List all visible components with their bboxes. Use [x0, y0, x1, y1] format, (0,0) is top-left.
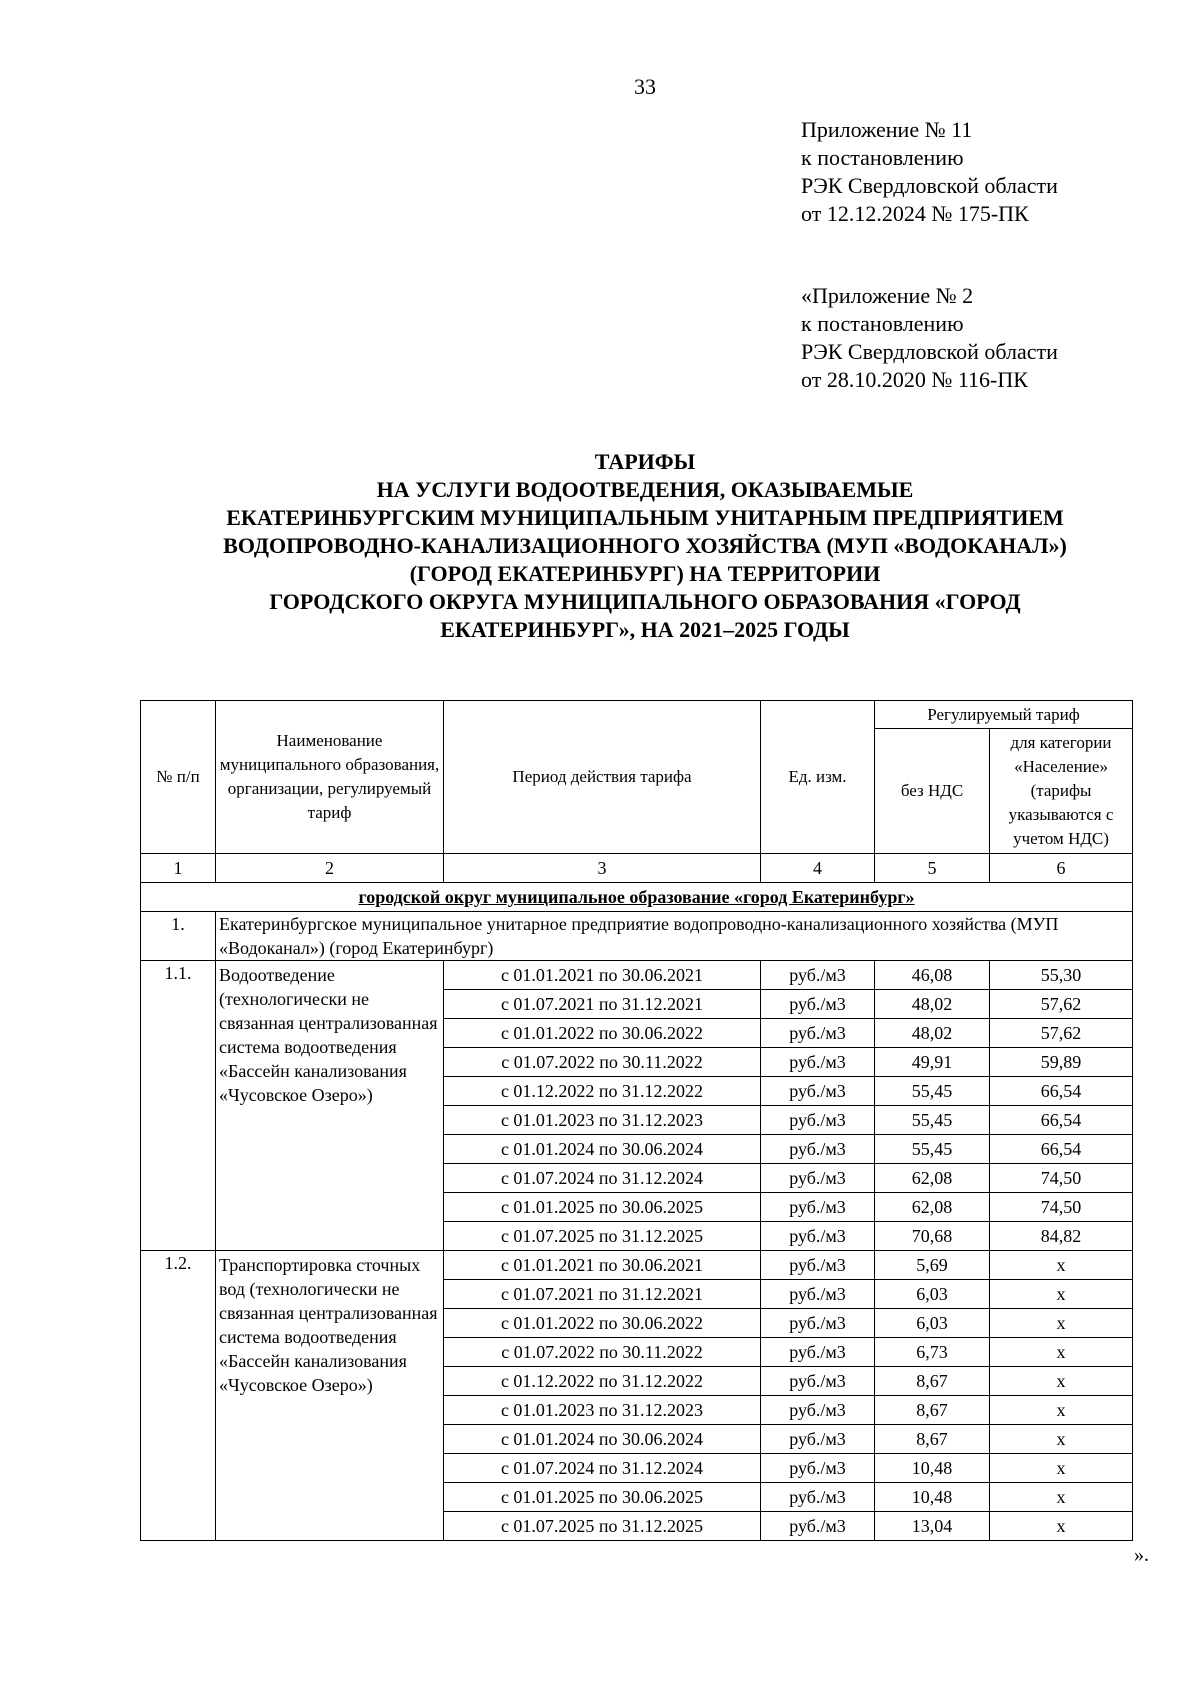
tariff-no-vat: 8,67: [875, 1396, 990, 1425]
tariff-population: х: [990, 1251, 1133, 1280]
tariff-no-vat: 49,91: [875, 1048, 990, 1077]
header-population: для категории «Население» (тарифы указываются с учетом НДС): [990, 729, 1133, 854]
title-line: (ГОРОД ЕКАТЕРИНБУРГ) НА ТЕРРИТОРИИ: [409, 561, 881, 586]
tariff-period: с 01.07.2021 по 31.12.2021: [444, 1280, 761, 1309]
tariff-no-vat: 55,45: [875, 1077, 990, 1106]
tariff-period: с 01.01.2023 по 31.12.2023: [444, 1396, 761, 1425]
tariff-no-vat: 46,08: [875, 961, 990, 990]
tariff-no-vat: 70,68: [875, 1222, 990, 1251]
tariff-period: с 01.07.2024 по 31.12.2024: [444, 1454, 761, 1483]
tariff-period: с 01.01.2021 по 30.06.2021: [444, 1251, 761, 1280]
column-number: 6: [990, 854, 1133, 883]
tariff-no-vat: 55,45: [875, 1106, 990, 1135]
tariff-unit: руб./м3: [761, 1077, 875, 1106]
header-period: Период действия тарифа: [444, 701, 761, 854]
group-name: Транспортировка сточных вод (технологически не связанная централизованная система водоотведения «Бассейн канализования «Чусовское Озеро»): [216, 1251, 444, 1541]
tariff-population: х: [990, 1309, 1133, 1338]
tariff-period: с 01.01.2022 по 30.06.2022: [444, 1019, 761, 1048]
appendix-line: от 28.10.2020 № 116-ПК: [801, 367, 1028, 392]
tariff-unit: руб./м3: [761, 1396, 875, 1425]
tariff-unit: руб./м3: [761, 1454, 875, 1483]
tariff-period: с 01.01.2025 по 30.06.2025: [444, 1483, 761, 1512]
tariff-population: 66,54: [990, 1106, 1133, 1135]
tariff-table: [140, 700, 1133, 1541]
tariff-unit: руб./м3: [761, 1483, 875, 1512]
tariff-unit: руб./м3: [761, 1106, 875, 1135]
tariff-population: х: [990, 1280, 1133, 1309]
header-num: № п/п: [141, 701, 216, 854]
appendix-11-header: [801, 116, 1058, 228]
tariff-period: с 01.07.2022 по 30.11.2022: [444, 1048, 761, 1077]
appendix-line: «Приложение № 2: [801, 283, 974, 308]
tariff-population: х: [990, 1396, 1133, 1425]
tariff-no-vat: 8,67: [875, 1367, 990, 1396]
tariff-population: 84,82: [990, 1222, 1133, 1251]
tariff-population: 74,50: [990, 1193, 1133, 1222]
tariff-unit: руб./м3: [761, 1135, 875, 1164]
page-number: 33: [634, 74, 656, 99]
tariff-period: с 01.01.2023 по 31.12.2023: [444, 1106, 761, 1135]
tariff-no-vat: 10,48: [875, 1454, 990, 1483]
header-no-vat: без НДС: [875, 729, 990, 854]
appendix-2-header: [801, 282, 1058, 394]
title-line: ЕКАТЕРИНБУРГ», НА 2021–2025 ГОДЫ: [440, 617, 850, 642]
tariff-population: 55,30: [990, 961, 1133, 990]
tariff-unit: руб./м3: [761, 1019, 875, 1048]
tariff-no-vat: 5,69: [875, 1251, 990, 1280]
column-number-row: [141, 854, 1133, 883]
tariff-population: 74,50: [990, 1164, 1133, 1193]
tariff-unit: руб./м3: [761, 1251, 875, 1280]
tariff-period: с 01.07.2024 по 31.12.2024: [444, 1164, 761, 1193]
tariff-period: с 01.07.2025 по 31.12.2025: [444, 1512, 761, 1541]
column-number: 2: [216, 854, 444, 883]
tariff-unit: руб./м3: [761, 1280, 875, 1309]
tariff-population: 66,54: [990, 1135, 1133, 1164]
header-tariff-group: Регулируемый тариф: [875, 701, 1133, 729]
appendix-line: РЭК Свердловской области: [801, 339, 1058, 364]
title-line: НА УСЛУГИ ВОДООТВЕДЕНИЯ, ОКАЗЫВАЕМЫЕ: [376, 477, 914, 502]
tariff-no-vat: 48,02: [875, 1019, 990, 1048]
tariff-population: 59,89: [990, 1048, 1133, 1077]
closing-quote-mark: ».: [1134, 1544, 1149, 1566]
tariff-population: х: [990, 1425, 1133, 1454]
tariff-population: х: [990, 1512, 1133, 1541]
tariff-population: х: [990, 1483, 1133, 1512]
tariff-period: с 01.07.2025 по 31.12.2025: [444, 1222, 761, 1251]
document-title: [140, 448, 1150, 644]
tariff-unit: руб./м3: [761, 961, 875, 990]
appendix-line: к постановлению: [801, 311, 964, 336]
column-number: 1: [141, 854, 216, 883]
tariff-row: [141, 1251, 1133, 1280]
tariff-population: х: [990, 1454, 1133, 1483]
organization-row: [141, 912, 1133, 961]
group-name: Водоотведение (технологически не связанная централизованная система водоотведения «Бассейн канализования «Чусовское Озеро»): [216, 961, 444, 1251]
tariff-unit: руб./м3: [761, 1425, 875, 1454]
tariff-unit: руб./м3: [761, 1309, 875, 1338]
title-line: ЕКАТЕРИНБУРГСКИМ МУНИЦИПАЛЬНЫМ УНИТАРНЫМ ПРЕДПРИЯТИЕМ: [226, 505, 1064, 530]
tariff-unit: руб./м3: [761, 1512, 875, 1541]
section-title: городской округ муниципальное образование «город Екатеринбург»: [141, 883, 1133, 912]
tariff-period: с 01.01.2024 по 30.06.2024: [444, 1425, 761, 1454]
tariff-row: [141, 961, 1133, 990]
tariff-unit: руб./м3: [761, 1193, 875, 1222]
column-number: 5: [875, 854, 990, 883]
tariff-period: с 01.07.2021 по 31.12.2021: [444, 990, 761, 1019]
group-number: 1.2.: [141, 1251, 216, 1541]
tariff-period: с 01.01.2022 по 30.06.2022: [444, 1309, 761, 1338]
tariff-population: 66,54: [990, 1077, 1133, 1106]
header-name: Наименование муниципального образования, организации, регулируемый тариф: [216, 701, 444, 854]
appendix-line: РЭК Свердловской области: [801, 173, 1058, 198]
header-row: [141, 701, 1133, 729]
tariff-population: 57,62: [990, 1019, 1133, 1048]
tariff-unit: руб./м3: [761, 1338, 875, 1367]
section-row: [141, 883, 1133, 912]
appendix-line: Приложение № 11: [801, 117, 973, 142]
tariff-no-vat: 8,67: [875, 1425, 990, 1454]
tariff-no-vat: 6,03: [875, 1280, 990, 1309]
tariff-unit: руб./м3: [761, 1164, 875, 1193]
tariff-period: с 01.01.2024 по 30.06.2024: [444, 1135, 761, 1164]
org-number: 1.: [141, 912, 216, 961]
tariff-unit: руб./м3: [761, 990, 875, 1019]
tariff-unit: руб./м3: [761, 1048, 875, 1077]
column-number: 4: [761, 854, 875, 883]
title-line: ГОРОДСКОГО ОКРУГА МУНИЦИПАЛЬНОГО ОБРАЗОВАНИЯ «ГОРОД: [269, 589, 1021, 614]
tariff-no-vat: 55,45: [875, 1135, 990, 1164]
header-unit: Ед. изм.: [761, 701, 875, 854]
title-line: ВОДОПРОВОДНО-КАНАЛИЗАЦИОННОГО ХОЗЯЙСТВА (МУП «ВОДОКАНАЛ»): [223, 533, 1067, 558]
tariff-period: с 01.12.2022 по 31.12.2022: [444, 1077, 761, 1106]
tariff-period: с 01.12.2022 по 31.12.2022: [444, 1367, 761, 1396]
tariff-period: с 01.01.2021 по 30.06.2021: [444, 961, 761, 990]
tariff-no-vat: 6,03: [875, 1309, 990, 1338]
tariff-no-vat: 13,04: [875, 1512, 990, 1541]
tariff-no-vat: 62,08: [875, 1193, 990, 1222]
appendix-line: к постановлению: [801, 145, 964, 170]
tariff-population: 57,62: [990, 990, 1133, 1019]
tariff-no-vat: 48,02: [875, 990, 990, 1019]
tariff-no-vat: 62,08: [875, 1164, 990, 1193]
tariff-period: с 01.01.2025 по 30.06.2025: [444, 1193, 761, 1222]
tariff-unit: руб./м3: [761, 1367, 875, 1396]
title-line: ТАРИФЫ: [594, 449, 696, 474]
tariff-no-vat: 6,73: [875, 1338, 990, 1367]
column-number: 3: [444, 854, 761, 883]
tariff-unit: руб./м3: [761, 1222, 875, 1251]
tariff-population: х: [990, 1367, 1133, 1396]
org-name: Екатеринбургское муниципальное унитарное предприятие водопроводно-канализационного хозяйства (МУП «Водоканал») (город Екатеринбург): [216, 912, 1133, 961]
tariff-population: х: [990, 1338, 1133, 1367]
tariff-period: с 01.07.2022 по 30.11.2022: [444, 1338, 761, 1367]
tariff-no-vat: 10,48: [875, 1483, 990, 1512]
appendix-line: от 12.12.2024 № 175-ПК: [801, 201, 1029, 226]
group-number: 1.1.: [141, 961, 216, 1251]
